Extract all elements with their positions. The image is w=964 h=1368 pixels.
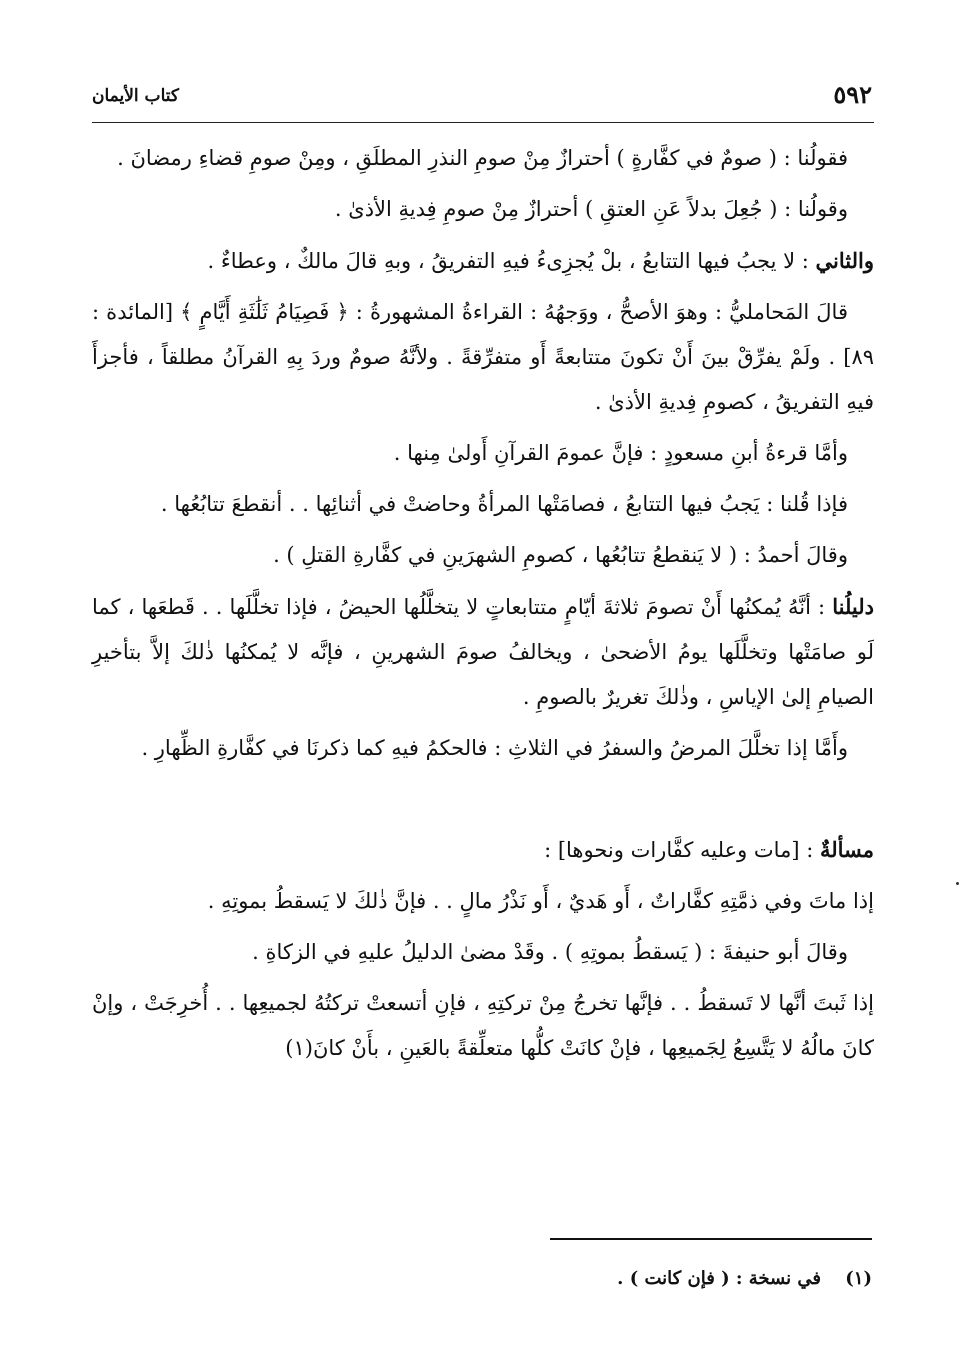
paragraph: إذا ثَبتَ أنَّها لا تَسقطُ . . فإنَّها تخرجُ مِنْ تركتِهِ ، فإنِ أتسعتْ تركتُهُ لجميعِها . . أُخرِجَتْ ، وإنْ كانَ مالُهُ لا يَتَّسِعُ لِجَميعِها ، فإنْ كانَتْ كلُّها متعلِّقةً بالعَينِ ، بأَنْ كانَ(١) bbox=[92, 991, 874, 1060]
section-heading: مسألةٌ : [مات وعليه كفَّارات ونحوها] : bbox=[544, 837, 874, 862]
paragraph: وقالَ أحمدُ : ( لا يَنقطعُ تتابُعُها ، كصومِ الشهرَينِ في كفَّارةِ القتلِ ) . bbox=[273, 543, 848, 567]
footnote-divider bbox=[550, 1238, 872, 1240]
footnote-number: (١) bbox=[845, 1268, 872, 1289]
paragraph: فقولُنا : ( صومٌ في كفَّارةٍ ) أحترازٌ مِنْ صومِ النذرِ المطلَقِ ، ومِنْ صومِ قضاءِ رمضانَ . bbox=[117, 146, 848, 170]
page-body bbox=[92, 136, 874, 1077]
page-header bbox=[92, 80, 872, 114]
paragraph: وقولُنا : ( جُعِلَ بدلاً عَنِ العتقِ ) أحترازٌ مِنْ صومِ فِديةِ الأذىٰ . bbox=[334, 197, 848, 221]
keyword: دليلُنا bbox=[832, 594, 874, 619]
paragraph: وقالَ أبو حنيفةَ : ( يَسقطُ بموتِهِ ) . وقَدْ مضىٰ الدليلُ عليهِ في الزكاةِ . bbox=[252, 940, 848, 964]
header-divider bbox=[92, 122, 874, 123]
paragraph: وأمَّا قرءةُ أبنِ مسعودٍ : فإنَّ عمومَ القرآنِ أَولىٰ مِنها . bbox=[393, 441, 848, 465]
margin-mark bbox=[956, 882, 959, 885]
footnote-text: في نسخة : ( فإن كانت ) . bbox=[617, 1268, 821, 1289]
paragraph: فإذا قُلنا : يَجبُ فيها التتابعُ ، فصامَتْها المرأةُ وحاضتْ في أثنائِها . . أنقطعَ تتابُعُها . bbox=[160, 492, 848, 516]
paragraph: دليلُنا : أنَّهُ يُمكنُها أَنْ تصومَ ثلاثةَ أيّامٍ متتابعاتٍ لا يتخلَّلُها الحيضُ ، فإذا تخلَّلَها . . قَطعَها ، كما لَو صامَتْها وتخلَّلَها يومُ الأضحىٰ ، ويخالفُ صومَ الشهرينِ ، فإنَّه لا يُمكنُها ذٰلكَ إلاَّ بتأخيرِ الصيامِ إلىٰ الإياسِ ، وذٰلكَ تغريرٌ بالصومِ . bbox=[92, 594, 874, 709]
book-title: كتاب الأيمان bbox=[92, 86, 179, 106]
paragraph: والثاني : لا يجبُ فيها التتابعُ ، بلْ يُجزِىءُ فيهِ التفريقُ ، وبهِ قالَ مالكٌ ، وعطاءٌ . bbox=[207, 248, 874, 273]
keyword: والثاني bbox=[815, 248, 874, 273]
keyword: مسألةٌ bbox=[819, 837, 874, 862]
page-number: ٥٩٢ bbox=[833, 80, 872, 109]
section-gap bbox=[92, 777, 874, 827]
paragraph: إذا ماتَ وفي ذمَّتِهِ كفَّاراتٌ ، أَو هَديٌ ، أَو نَذْرُ مالٍ . . فإنَّ ذٰلكَ لا يَسقطُ بموتِهِ . bbox=[207, 889, 874, 913]
footnote bbox=[90, 1268, 872, 1289]
paragraph: وأَمَّا إذا تخلَّلَ المرضُ والسفرُ في الثلاثِ : فالحكمُ فيهِ كما ذكرنَا في كفَّارةِ الظِّهارِ . bbox=[141, 736, 848, 760]
paragraph: قالَ المَحامليُّ : وهوَ الأصحُّ ، ووَجهُهُ : القراءةُ المشهورةُ : ﴿ فَصِيَامُ ثَلَٰثَةِ أَيَّامٍ ﴾ [المائدة : ٨٩] . ولَمْ يفرِّقْ بينَ أَنْ تكونَ متتابعةً أَو متفرِّقةً . ولأنَّهُ صومٌ وردَ بِهِ القرآنُ مطلقاً ، فأجزأَ فيهِ التفريقُ ، كصومِ فِديةِ الأذىٰ . bbox=[92, 300, 874, 414]
